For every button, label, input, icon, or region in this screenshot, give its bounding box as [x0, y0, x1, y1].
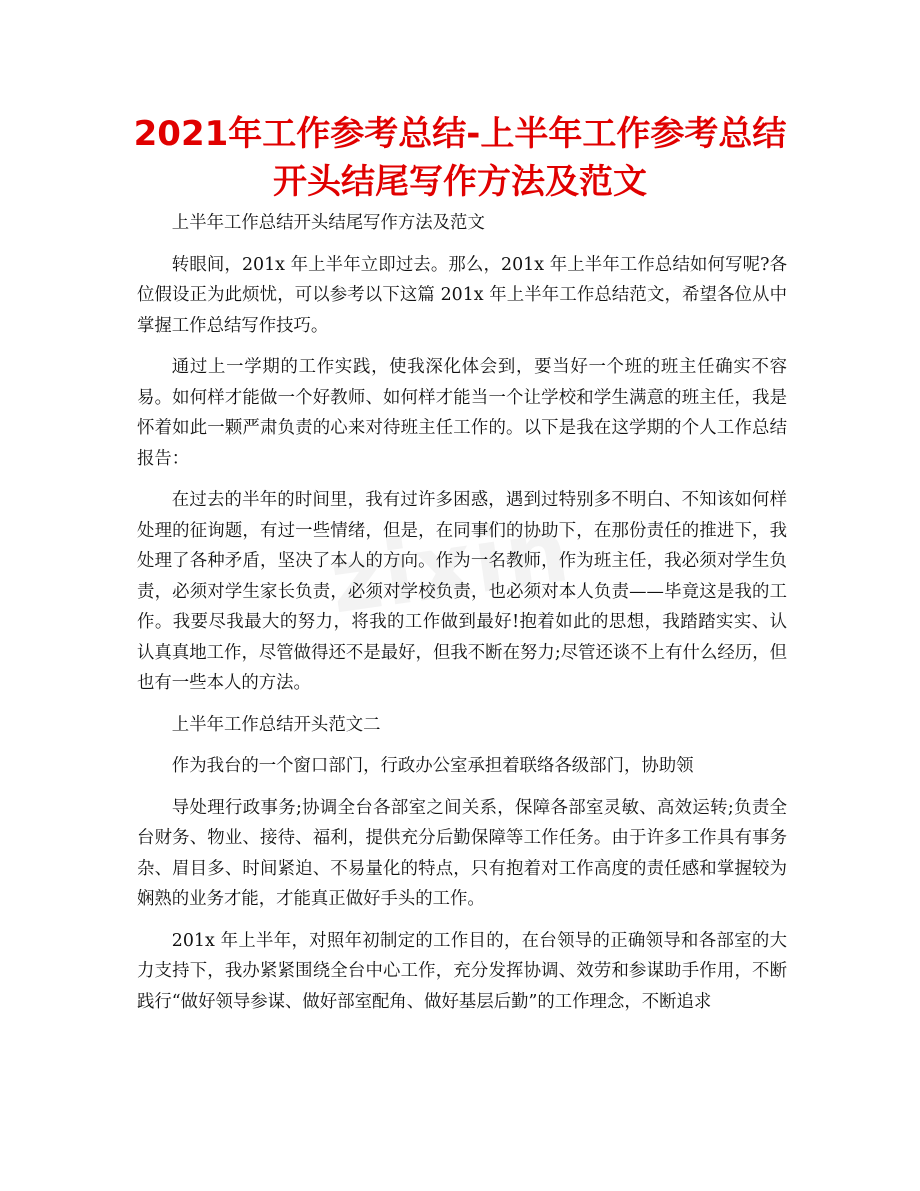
paragraph-office-role: 作为我台的一个窗口部门，行政办公室承担着联络各级部门，协助领 [171, 756, 694, 776]
paragraph-first-half: 201x 年上半年，对照年初制定的工作目的，在台领导的正确领导和各部室的大力支持下，我办紧紧围绕全台中心工作，充分发挥协调、效劳和参谋助手作用，不断践行“做好领导参谋、做好部室配角、做好基层后勤”的工作理念，不断追求 [137, 930, 787, 1012]
paragraph-subtitle: 上半年工作总结开头结尾写作方法及范文 [171, 213, 485, 233]
paragraph-intro: 转眼间，201x 年上半年立即过去。那么，201x 年上半年工作总结如何写呢?各位假设正为此烦忧，可以参考以下这篇 201x 年上半年工作总结范文，希望各位从中掌握工作总结写作技巧。 [137, 254, 787, 336]
document-title: 2021年工作参考总结-上半年工作参考总结开头结尾写作方法及范文 [133, 114, 787, 202]
paragraph-heading-two: 上半年工作总结开头范文二 [171, 714, 381, 735]
document-body [137, 208, 787, 1028]
paragraph-office-duties: 导处理行政事务;协调全台各部室之间关系，保障各部室灵敏、高效运转;负责全台财务、物业、接待、福利，提供充分后勤保障等工作任务。由于许多工作具有事务杂、眉目多、时间紧迫、不易量化的特点，只有抱着对工作高度的责任感和掌握较为娴熟的业务才能，才能真正做好手头的工作。 [137, 797, 787, 909]
paragraph-practice: 通过上一学期的工作实践，使我深化体会到，要当好一个班的班主任确实不容易。如何样才能做一个好教师、如何样才能当一个让学校和学生满意的班主任，我是怀着如此一颗严肃负责的心来对待班主任工作的。以下是我在这学期的个人工作总结报告： [137, 357, 787, 469]
paragraph-reflection: 在过去的半年的时间里，我有过许多困惑，遇到过特别多不明白、不知该如何样处理的征询题，有过一些情绪，但是，在同事们的协助下，在那份责任的推进下，我处理了各种矛盾，坚决了本人的方向。作为一名教师，作为班主任，我必须对学生负责，必须对学生家长负责，必须对学校负责，也必须对本人负责——毕竟这是我的工作。我要尽我最大的努力，将我的工作做到最好!抱着如此的思想，我踏踏实实、认认真真地工作，尽管做得还不是最好，但我不断在努力;尽管还谈不上有什么经历，但也有一些本人的方法。 [137, 490, 787, 693]
